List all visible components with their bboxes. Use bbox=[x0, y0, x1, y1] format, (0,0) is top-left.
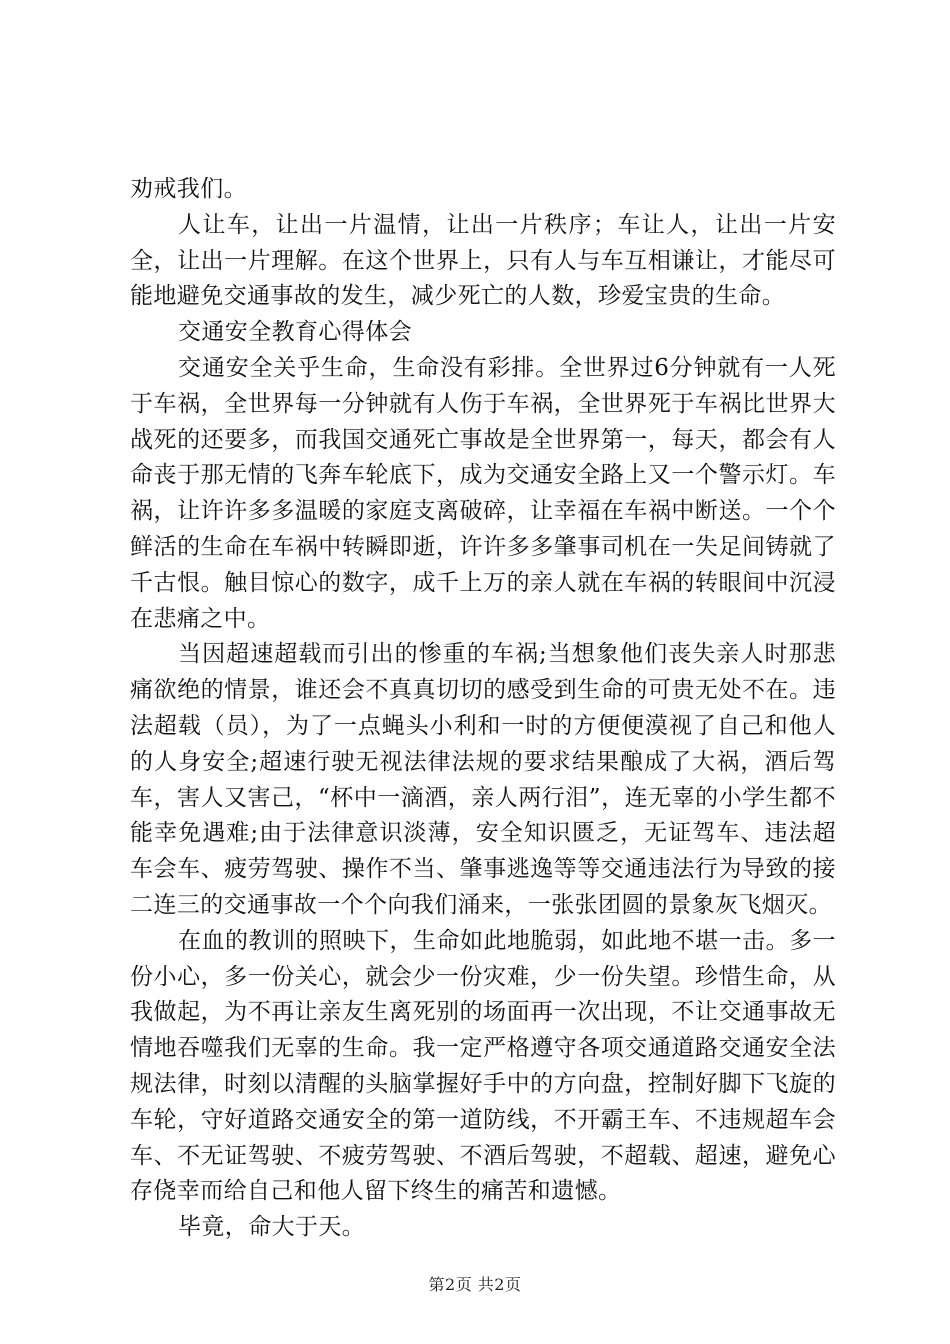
paragraph: 在血的教训的照映下，生命如此地脆弱，如此地不堪一击。多一份小心，多一份关心，就会少一份灾难，少一份失望。珍惜生命，从我做起，为不再让亲友生离死别的场面再一次出现，不让交通事故无情地吞噬我们无辜的生命。我一定严格遵守各项交通道路交通安全法规法律，时刻以清醒的头脑掌握好手中的方向盘，控制好脚下飞旋的车轮，守好道路交通安全的第一道防线，不开霸王车、不违规超车会车、不无证驾驶、不疲劳驾驶、不酒后驾驶，不超载、超速，避免心存侥幸而给自己和他人留下终生的痛苦和遗憾。 bbox=[130, 927, 836, 1205]
document-body bbox=[130, 172, 836, 1246]
closing-paragraph: 毕竟，命大于天。 bbox=[178, 1214, 366, 1241]
paragraph: 当因超速超载而引出的惨重的车祸;当想象他们丧失亲人时那悲痛欲绝的情景，谁还会不真真切切的感受到生命的可贵无处不在。违法超载（员），为了一点蝇头小利和一时的方便便漠视了自己和他人的人身安全;超速行驶无视法律法规的要求结果酿成了大祸，酒后驾车，害人又害己，“杯中一滴酒，亲人两行泪”，连无辜的小学生都不能幸免遇难;由于法律意识淡薄，安全知识匮乏，无证驾车、违法超车会车、疲劳驾驶、操作不当、肇事逃逸等等交通违法行为导致的接二连三的交通事故一个个向我们涌来，一张张团圆的景象灰飞烟灭。 bbox=[130, 641, 836, 918]
section-heading: 交通安全教育心得体会 bbox=[178, 319, 412, 346]
page-footer: 第2页 共2页 bbox=[428, 1275, 522, 1294]
paragraph-continuation: 劝戒我们。 bbox=[130, 176, 247, 202]
paragraph: 人让车，让出一片温情，让出一片秩序；车让人，让出一片安全，让出一片理解。在这个世界上，只有人与车互相谦让，才能尽可能地避免交通事故的发生，减少死亡的人数，珍爱宝贵的生命。 bbox=[130, 211, 836, 310]
paragraph: 交通安全关乎生命，生命没有彩排。全世界过6分钟就有一人死于车祸，全世界每一分钟就有人伤于车祸，全世界死于车祸比世界大战死的还要多，而我国交通死亡事故是全世界第一，每天，都会有人命丧于那无情的飞奔车轮底下，成为交通安全路上又一个警示灯。车祸，让许许多多温暖的家庭支离破碎，让幸福在车祸中断送。一个个鲜活的生命在车祸中转瞬即逝，许许多多肇事司机在一失足间铸就了千古恨。触目惊心的数字，成千上万的亲人就在车祸的转眼间中沉浸在悲痛之中。 bbox=[130, 354, 836, 632]
